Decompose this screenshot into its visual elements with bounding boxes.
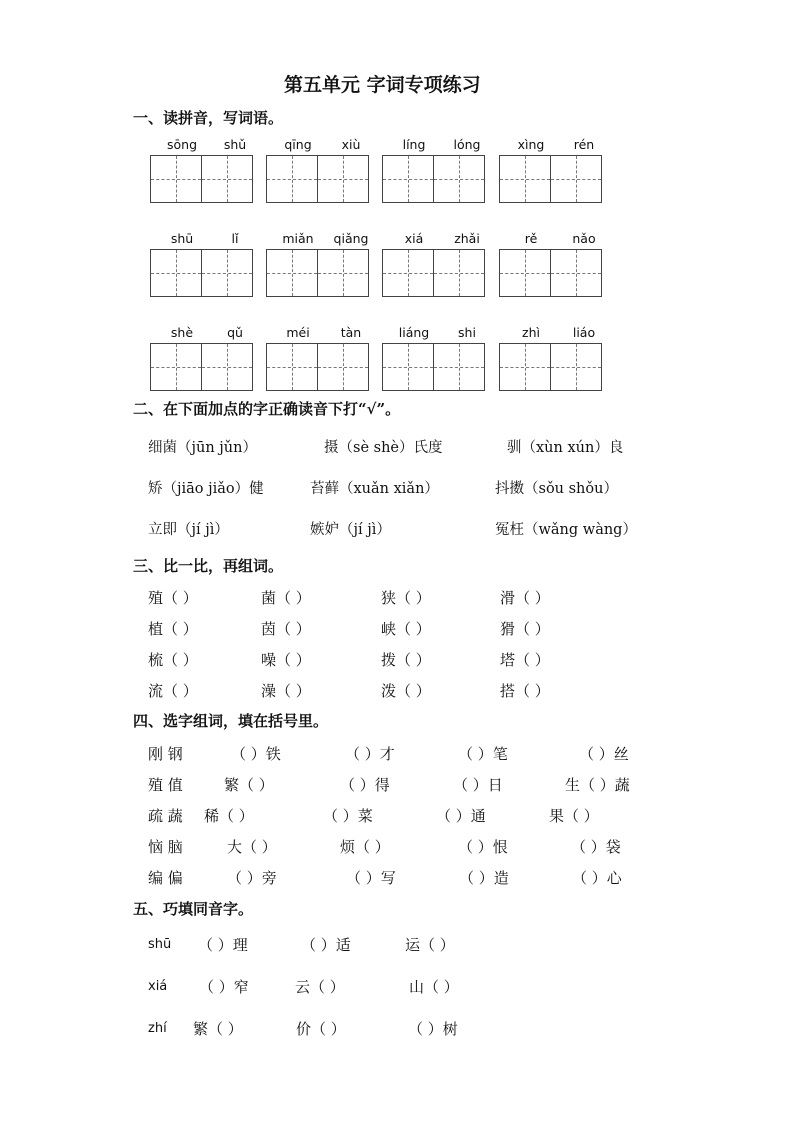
char-box[interactable]: [382, 249, 434, 297]
fill-blank-item: （ ）铁: [231, 745, 281, 763]
homophone-blank: 云（ ）: [295, 978, 345, 996]
compare-word-item: 噪（ ）: [261, 651, 311, 669]
homophone-blank: （ ）树: [408, 1020, 458, 1038]
s2-item: 抖擞（sǒu shǒu）: [495, 481, 618, 497]
writing-grid[interactable]: [266, 249, 369, 297]
compare-word-item: 梳（ ）: [148, 651, 198, 669]
pinyin-label: sōng: [166, 137, 198, 152]
compare-word-item: 猾（ ）: [500, 620, 550, 638]
char-box[interactable]: [201, 249, 253, 297]
section-3-heading: 三、比一比，再组词。: [133, 557, 284, 575]
writing-grid[interactable]: [382, 249, 485, 297]
char-box[interactable]: [317, 155, 369, 203]
writing-grid[interactable]: [499, 155, 602, 203]
compare-word-item: 菌（ ）: [261, 589, 311, 607]
char-box[interactable]: [382, 343, 434, 391]
s2-item: 苔藓（xuǎn xiǎn）: [310, 481, 439, 497]
char-box[interactable]: [499, 155, 551, 203]
homophone-blank: （ ）窄: [199, 978, 249, 996]
pinyin-label: líng: [402, 137, 426, 152]
compare-word-item: 植（ ）: [148, 620, 198, 638]
pinyin-label: liáng: [398, 325, 430, 340]
pinyin-label: zhì: [522, 325, 540, 340]
section-5-heading: 五、巧填同音字。: [133, 900, 254, 918]
compare-word-item: 拨（ ）: [381, 651, 431, 669]
homophone-blank: 山（ ）: [409, 978, 459, 996]
char-box[interactable]: [266, 249, 318, 297]
fill-blank-item: （ ）通: [436, 807, 486, 825]
pinyin-label: méi: [286, 325, 310, 340]
pinyin-label: shè: [170, 325, 194, 340]
fill-blank-item: （ ）得: [340, 776, 390, 794]
fill-blank-item: 生（ ）蔬: [565, 776, 630, 794]
char-box[interactable]: [550, 155, 602, 203]
char-box[interactable]: [499, 343, 551, 391]
fill-blank-item: 烦（ ）: [340, 838, 390, 856]
compare-word-item: 峡（ ）: [381, 620, 431, 638]
char-box[interactable]: [499, 249, 551, 297]
char-box[interactable]: [150, 249, 202, 297]
char-box[interactable]: [201, 155, 253, 203]
writing-grid[interactable]: [382, 155, 485, 203]
char-box[interactable]: [201, 343, 253, 391]
pinyin-label: liáo: [572, 325, 596, 340]
compare-word-item: 搭（ ）: [500, 682, 550, 700]
writing-grid[interactable]: [499, 249, 602, 297]
section-4-heading: 四、选字组词，填在括号里。: [133, 712, 329, 730]
compare-word-item: 泼（ ）: [381, 682, 431, 700]
homophone-blank: （ ）理: [198, 936, 248, 954]
compare-word-item: 茵（ ）: [261, 620, 311, 638]
writing-grid[interactable]: [150, 249, 253, 297]
section-2-heading: 二、在下面加点的字正确读音下打“√”。: [133, 400, 401, 418]
homophone-pinyin: zhí: [148, 1021, 167, 1036]
pinyin-label: xiù: [341, 137, 361, 152]
pinyin-label: xiá: [404, 231, 424, 246]
pinyin-label: lǐ: [231, 231, 239, 246]
char-box[interactable]: [150, 343, 202, 391]
choice-chars: 恼 脑: [148, 838, 183, 856]
writing-grid[interactable]: [266, 343, 369, 391]
fill-blank-item: （ ）日: [453, 776, 503, 794]
homophone-blank: （ ）适: [301, 936, 351, 954]
char-box[interactable]: [550, 343, 602, 391]
s2-item: 矫（jiāo jiǎo）健: [148, 481, 264, 497]
compare-word-item: 塔（ ）: [500, 651, 550, 669]
writing-grid[interactable]: [266, 155, 369, 203]
compare-word-item: 狭（ ）: [381, 589, 431, 607]
s2-item: 驯（xùn xún）良: [507, 440, 624, 456]
char-box[interactable]: [550, 249, 602, 297]
s2-item: 冤枉（wǎng wàng）: [495, 522, 637, 538]
char-box[interactable]: [266, 155, 318, 203]
compare-word-item: 流（ ）: [148, 682, 198, 700]
pinyin-label: shi: [458, 325, 476, 340]
char-box[interactable]: [433, 343, 485, 391]
fill-blank-item: 繁（ ）: [224, 776, 274, 794]
fill-blank-item: （ ）才: [345, 745, 395, 763]
writing-grid[interactable]: [499, 343, 602, 391]
pinyin-label: nǎo: [572, 231, 596, 246]
fill-blank-item: （ ）旁: [227, 869, 277, 887]
compare-word-item: 澡（ ）: [261, 682, 311, 700]
choice-chars: 疏 蔬: [148, 807, 183, 825]
pinyin-label: xìng: [517, 137, 545, 152]
pinyin-label: rén: [573, 137, 595, 152]
compare-word-item: 滑（ ）: [500, 589, 550, 607]
fill-blank-item: （ ）丝: [579, 745, 629, 763]
fill-blank-item: （ ）袋: [571, 838, 621, 856]
page-title: 第五单元 字词专项练习: [284, 74, 481, 96]
char-box[interactable]: [317, 249, 369, 297]
s2-item: 立即（jí jì）: [148, 522, 229, 538]
fill-blank-item: （ ）菜: [323, 807, 373, 825]
char-box[interactable]: [433, 249, 485, 297]
homophone-pinyin: xiá: [148, 979, 168, 994]
fill-blank-item: （ ）造: [459, 869, 509, 887]
char-box[interactable]: [433, 155, 485, 203]
compare-word-item: 殖（ ）: [148, 589, 198, 607]
char-box[interactable]: [150, 155, 202, 203]
homophone-pinyin: shū: [148, 937, 172, 952]
homophone-blank: 价（ ）: [296, 1020, 346, 1038]
pinyin-label: shǔ: [223, 137, 247, 152]
fill-blank-item: （ ）笔: [458, 745, 508, 763]
writing-grid[interactable]: [150, 155, 253, 203]
fill-blank-item: （ ）写: [346, 869, 396, 887]
char-box[interactable]: [266, 343, 318, 391]
pinyin-label: tàn: [340, 325, 362, 340]
pinyin-label: miǎn: [282, 231, 314, 246]
fill-blank-item: （ ）心: [572, 869, 622, 887]
s2-item: 细菌（jūn jǔn）: [148, 440, 257, 456]
char-box[interactable]: [317, 343, 369, 391]
writing-grid[interactable]: [150, 343, 253, 391]
homophone-blank: 繁（ ）: [193, 1020, 243, 1038]
pinyin-label: zhǎi: [454, 231, 480, 246]
choice-chars: 殖 值: [148, 776, 183, 794]
char-box[interactable]: [382, 155, 434, 203]
fill-blank-item: 稀（ ）: [204, 807, 254, 825]
pinyin-label: qǔ: [227, 325, 243, 340]
writing-grid[interactable]: [382, 343, 485, 391]
pinyin-label: lóng: [453, 137, 481, 152]
fill-blank-item: 大（ ）: [227, 838, 277, 856]
homophone-blank: 运（ ）: [405, 936, 455, 954]
pinyin-label: rě: [524, 231, 538, 246]
pinyin-label: shū: [170, 231, 194, 246]
fill-blank-item: 果（ ）: [549, 807, 599, 825]
pinyin-label: qīng: [284, 137, 312, 152]
s2-item: 摄（sè shè）氏度: [324, 440, 443, 456]
choice-chars: 编 偏: [148, 869, 183, 887]
choice-chars: 刚 钢: [148, 745, 183, 763]
pinyin-label: qiǎng: [333, 231, 369, 246]
fill-blank-item: （ ）恨: [458, 838, 508, 856]
section-1-heading: 一、读拼音，写词语。: [133, 109, 284, 127]
s2-item: 嫉妒（jí jì）: [310, 522, 391, 538]
